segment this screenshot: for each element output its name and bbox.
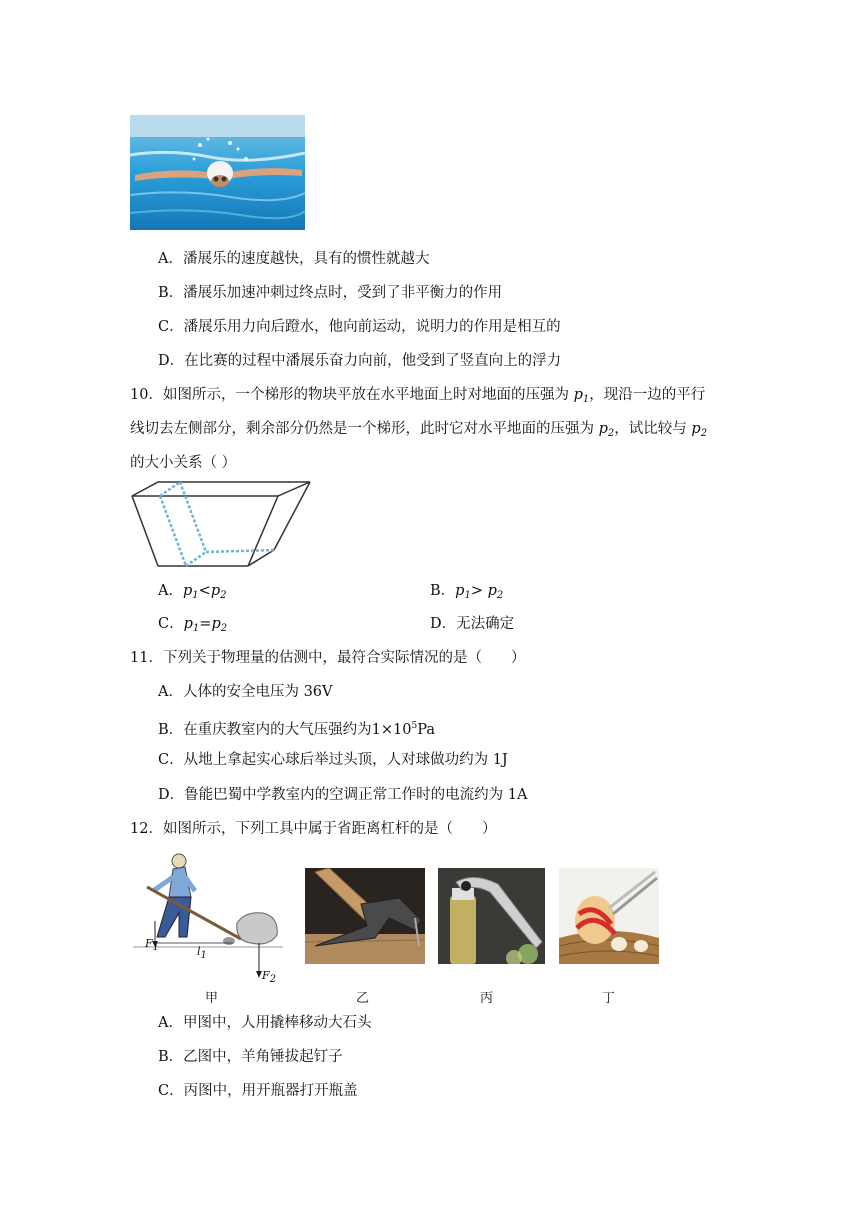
tongs-photo [559,868,659,964]
q10-option-a: A．$p_1<p_2$ [158,583,227,601]
q11-stem: 11．下列关于物理量的估测中，最符合实际情况的是（ ） [130,650,526,666]
q11-option-b: B．在重庆教室内的大气压强约为$1\times 10^5Pa$ [158,721,435,738]
q11-option-c: C．从地上拿起实心球后举过头顶，人对球做功约为 1J [158,752,508,768]
f2-label: F2 [262,969,277,983]
q12-option-a: A．甲图中，人用撬棒移动大石头 [158,1015,372,1031]
caption-yi: 乙 [356,991,370,1006]
q9-option-b: B．潘展乐加速冲刺过终点时，受到了非平衡力的作用 [158,285,503,301]
q11-option-d: D．鲁能巴蜀中学教室内的空调正常工作时的电流约为 1A [158,787,528,803]
q12-option-b: B．乙图中，羊角锤拔起钉子 [158,1049,343,1065]
q10-stem-line1: 10．如图所示，一个梯形的物块平放在水平地面上时对地面的压强为 $p_1$，现沿一边的平行 [130,387,706,405]
q10-option-c: C．$p_1=p_2$ [158,616,228,634]
caption-jia: 甲 [205,991,219,1006]
q12-option-c: C．丙图中，用开瓶器打开瓶盖 [158,1083,358,1099]
crowbar-figure [133,851,285,983]
q11-option-a: A．人体的安全电压为 36V [158,684,333,700]
caption-ding: 丁 [602,991,616,1006]
trapezoid-figure [128,478,314,570]
q9-option-c: C．潘展乐用力向后蹬水，他向前运动，说明力的作用是相互的 [158,319,561,335]
swimmer-photo [130,115,305,230]
hammer-photo [305,868,425,964]
q9-option-d: D．在比赛的过程中潘展乐奋力向前，他受到了竖直向上的浮力 [158,353,562,369]
q12-stem: 12．如图所示，下列工具中属于省距离杠杆的是（ ） [130,821,497,837]
l1-label: l1 [197,945,207,961]
bottle-opener-photo [438,868,545,964]
caption-bing: 丙 [480,991,494,1006]
q10-stem-line2: 线切去左侧部分，剩余部分仍然是一个梯形，此时它对水平地面的压强为 $p_2$，试比较与 $p_2$ [130,421,708,439]
f1-label: F1 [145,937,160,953]
q9-option-a: A．潘展乐的速度越快，具有的惯性就越大 [158,251,430,267]
q10-stem-line3: 的大小关系（ ） [130,455,237,471]
q10-option-b: B．$p_1> p_2$ [430,583,504,601]
q10-option-d: D．无法确定 [430,616,515,632]
